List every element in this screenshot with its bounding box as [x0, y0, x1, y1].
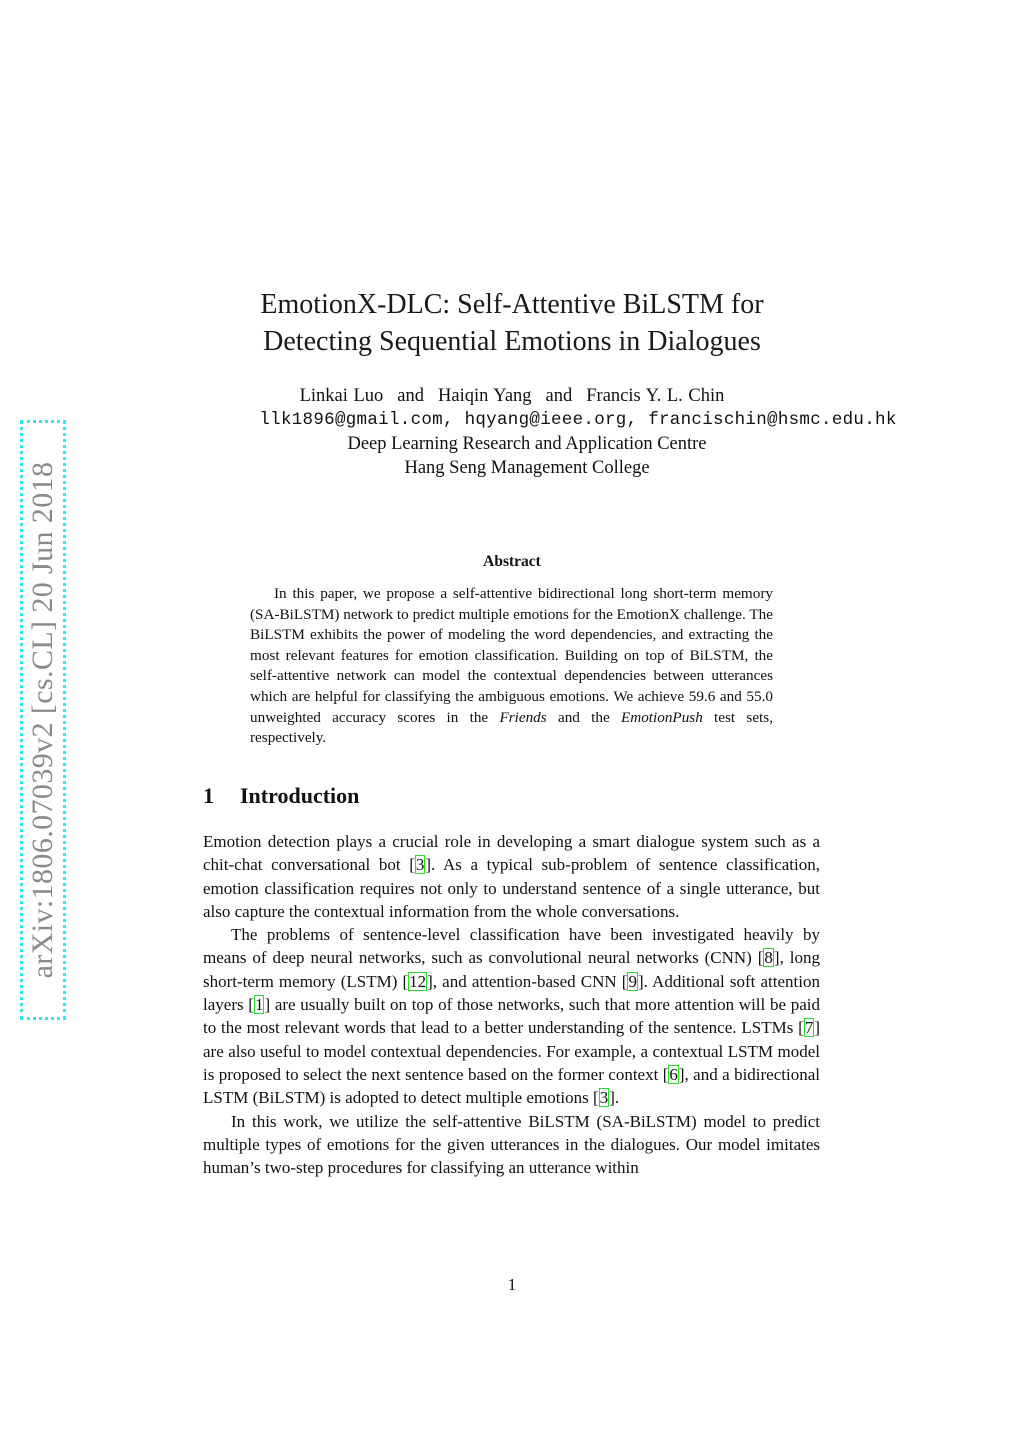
abstract-body: [250, 584, 773, 749]
citation-link[interactable]: 1: [254, 995, 264, 1015]
citation-link[interactable]: 9: [628, 971, 637, 991]
arxiv-identifier-stamp[interactable]: [20, 420, 66, 1020]
citation-link[interactable]: 3: [415, 855, 425, 875]
citation-link[interactable]: 7: [804, 1018, 814, 1038]
section-number: 1: [203, 783, 214, 808]
paragraph-text: ]. As a typical sub-problem of sentence classification, emotion classification requires not only to understand sentence of a single utterance, but also capture the contextual information from the whole conversations.: [203, 855, 820, 921]
paragraph-text: ] are also useful to model contextual dependencies. For example, a contextual LSTM model is proposed to select the next sentence based on the former context [: [203, 1018, 820, 1084]
author-name: Francis Y. L. Chin: [586, 386, 725, 406]
abstract-text: test sets, respectively.: [250, 708, 773, 747]
paragraph-text: ]. Additional soft attention layers [: [203, 971, 820, 1015]
author-name: Linkai Luo: [299, 386, 384, 406]
paragraph-text: The problems of sentence-level classification have been investigated heavily by means of deep neural networks, such as convolutional neural networks (CNN) [: [203, 925, 820, 968]
citation-link[interactable]: 3: [599, 1088, 609, 1108]
paragraph-text: ], long short-term memory (LSTM) [: [203, 948, 820, 991]
author-separator: and: [397, 386, 425, 406]
affiliation-line-1: Deep Learning Research and Application Centre: [347, 434, 707, 454]
introduction-body: [203, 830, 820, 1179]
title-line-1: EmotionX-DLC: Self-Attentive BiLSTM for: [260, 289, 764, 320]
paragraph: [203, 923, 820, 1109]
citation-link[interactable]: 8: [764, 948, 773, 968]
paragraph-text: Emotion detection plays a crucial role in developing a smart dialogue system such as a chit-chat conversational bot [: [203, 832, 820, 875]
paragraph-text: ], and a bidirectional LSTM (BiLSTM) is adopted to detect multiple emotions [: [203, 1064, 820, 1108]
paragraph-text: ] are usually built on top of those networks, such that more attention will be paid to the most relevant words that lead to a better understanding of the sentence. LSTMs [: [203, 995, 820, 1038]
author-emails[interactable]: llk1896@gmail.com, hqyang@ieee.org, francischin@hsmc.edu.hk: [259, 410, 897, 430]
abstract-text: In this paper, we propose a self-attentive bidirectional long short-term memory (SA-BiLSTM) network to predict multiple emotions for the EmotionX challenge. The BiLSTM exhibits the power of modeling the word dependencies, and extracting the most relevant features for emotion classification. Building on top of BiLSTM, the self-attentive network can model the contextual dependencies between utterances which are helpful for classifying the ambiguous emotions. We achieve 59.6 and 55.0 unweighted accuracy scores in the: [250, 585, 773, 726]
paragraph-text: In this work, we utilize the self-attentive BiLSTM (SA-BiLSTM) model to predict multiple types of emotions for the given utterances in the dialogues. Our model imitates human’s two-step procedures for classifying an utterance within: [203, 1111, 820, 1178]
author-list: [150, 384, 874, 408]
section-title: Introduction: [240, 783, 360, 808]
paragraph-text: ], and attention-based CNN [: [427, 971, 628, 991]
citation-link[interactable]: 12: [409, 971, 427, 991]
paragraph: [203, 830, 820, 923]
arxiv-identifier-text: arXiv:1806.07039v2 [cs.CL] 20 Jun 2018: [26, 461, 59, 979]
section-heading-introduction: [203, 781, 359, 811]
title-line-2: Detecting Sequential Emotions in Dialogues: [263, 326, 761, 357]
affiliation-line-2: Hang Seng Management College: [404, 458, 650, 478]
paragraph: [203, 1110, 820, 1180]
affiliation: [150, 432, 904, 480]
citation-link[interactable]: 6: [669, 1064, 678, 1084]
author-separator: and: [545, 386, 573, 406]
dataset-name-emotionpush: EmotionPush: [620, 708, 703, 726]
page-number: 1: [507, 1275, 517, 1294]
author-name: Haiqin Yang: [438, 386, 532, 406]
abstract-text: and the: [546, 708, 621, 726]
paper-title: [150, 286, 874, 360]
abstract-heading: Abstract: [483, 553, 541, 570]
dataset-name-friends: Friends: [499, 708, 547, 726]
paragraph-text: ].: [609, 1088, 620, 1108]
